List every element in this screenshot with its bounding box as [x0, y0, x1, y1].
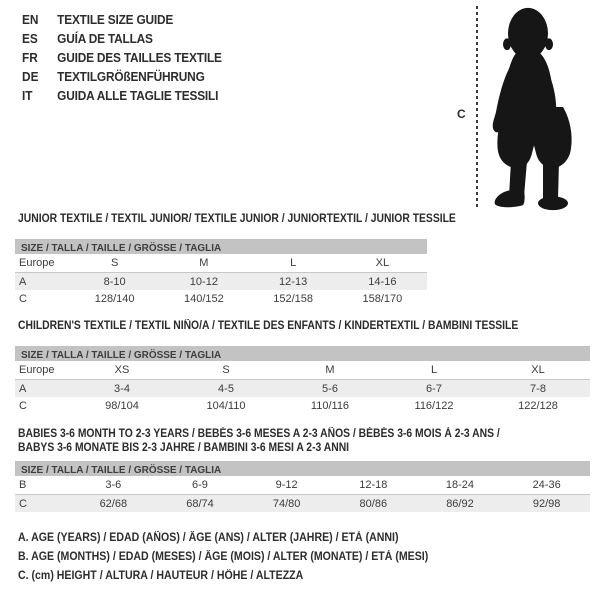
table-row-months — [15, 476, 590, 495]
size-cell: M — [278, 361, 382, 380]
children-section-title: CHILDREN'S TEXTILE / TEXTIL NIÑO/A / TEXTILE DES ENFANTS / KINDERTEXTIL / BAMBINI TESSILE — [18, 320, 519, 332]
language-row-es — [22, 29, 222, 48]
junior-section-title: JUNIOR TEXTILE / TEXTIL JUNIOR/ TEXTILE JUNIOR / JUNIORTEXTIL / JUNIOR TESSILE — [18, 213, 456, 225]
height-reference-line — [476, 6, 478, 207]
language-title: GUÍA DE TALLAS — [57, 31, 153, 46]
section-babies-textile — [15, 427, 590, 512]
height-cell: 122/128 — [518, 399, 558, 412]
table-row-age — [15, 273, 427, 291]
age-cell: 4-5 — [218, 382, 234, 395]
size-header-label: SIZE / TALLA / TAILLE / GRÖSSE / TAGLIA — [21, 242, 222, 254]
junior-size-table — [15, 254, 427, 307]
footnote-height: C. (cm) HEIGHT / ALTURA / HAUTEUR / HÖHE / ALTEZZA — [18, 570, 304, 582]
height-cell: 158/170 — [362, 292, 403, 305]
section-junior-textile — [15, 212, 456, 307]
height-cell: 62/68 — [99, 497, 128, 510]
language-row-en — [22, 10, 222, 29]
height-cell: 104/110 — [206, 399, 246, 412]
language-code: DE — [22, 69, 39, 84]
row-label: C — [19, 497, 27, 510]
section-children-textile — [15, 319, 590, 414]
height-cell: 68/74 — [186, 497, 214, 510]
language-code: FR — [22, 50, 38, 65]
age-cell: 3-4 — [114, 382, 130, 395]
language-code: EN — [22, 12, 39, 27]
age-cell: 5-6 — [322, 382, 338, 395]
language-row-it — [22, 86, 222, 105]
table-row-europe — [15, 254, 427, 273]
height-cell: 116/122 — [414, 399, 454, 412]
height-cell: 74/80 — [272, 497, 301, 510]
babies-size-table — [15, 476, 590, 512]
size-cell: L — [249, 254, 338, 273]
age-cell: 14-16 — [368, 275, 397, 288]
table-row-height — [15, 290, 427, 307]
row-label: Europe — [15, 361, 70, 380]
row-label: A — [19, 382, 27, 395]
age-cell: 8-10 — [103, 275, 126, 288]
months-cell: 3-6 — [70, 476, 157, 495]
row-label: C — [19, 292, 27, 305]
row-label: B — [15, 476, 70, 495]
footnote-age-months: B. AGE (MONTHS) / EDAD (MESES) / ÂGE (MOIS) / ALTER (MONATE) / ETÀ (MESI) — [18, 551, 429, 563]
language-title: TEXTILGRÖßENFÜHRUNG — [57, 69, 205, 84]
footnotes — [18, 529, 464, 586]
size-cell: XS — [70, 361, 174, 380]
table-row-height — [15, 397, 590, 414]
babies-section-title-line1: BABIES 3-6 MONTH TO 2-3 YEARS / BEBÉS 3-6 MESES A 2-3 AÑOS / BÉBÉS 3-6 MOIS À 2-3 ANS / — [18, 428, 500, 440]
height-cell: 128/140 — [94, 292, 135, 305]
size-cell: L — [382, 361, 486, 380]
age-cell: 10-12 — [189, 275, 218, 288]
language-title: GUIDE DES TAILLES TEXTILE — [57, 50, 222, 65]
babies-section-title-line2: BABYS 3-6 MONATE BIS 2-3 JAHRE / BAMBINI 3-6 MESI A 2-3 ANNI — [18, 442, 350, 454]
age-cell: 7-8 — [530, 382, 546, 395]
size-cell: XL — [486, 361, 590, 380]
row-label: Europe — [15, 254, 70, 273]
language-code: IT — [22, 88, 33, 103]
row-label: A — [19, 275, 27, 288]
height-cell: 98/104 — [105, 399, 139, 412]
language-row-fr — [22, 48, 222, 67]
height-cell: 86/92 — [446, 497, 474, 510]
size-header-label: SIZE / TALLA / TAILLE / GRÖSSE / TAGLIA — [21, 349, 222, 361]
age-cell: 6-7 — [426, 382, 442, 395]
height-cell: 140/152 — [183, 292, 224, 305]
size-cell: S — [70, 254, 159, 273]
language-row-de — [22, 67, 222, 86]
row-label: C — [19, 399, 27, 412]
size-cell: S — [174, 361, 278, 380]
size-header-bar — [15, 461, 590, 476]
size-cell: XL — [338, 254, 427, 273]
months-cell: 6-9 — [157, 476, 244, 495]
footnote-age-years: A. AGE (YEARS) / EDAD (AÑOS) / ÂGE (ANS) / ALTER (JAHRE) / ETÀ (ANNI) — [18, 532, 399, 544]
height-cell: 92/98 — [532, 497, 561, 510]
children-size-table — [15, 361, 590, 414]
height-cell: 110/116 — [310, 399, 350, 412]
age-cell: 12-13 — [279, 275, 308, 288]
table-row-height — [15, 495, 590, 513]
size-header-bar — [15, 239, 427, 254]
language-title: TEXTILE SIZE GUIDE — [57, 12, 174, 27]
height-cell: 152/158 — [273, 292, 313, 305]
months-cell: 24-36 — [503, 476, 590, 495]
height-cell: 80/86 — [359, 497, 388, 510]
language-title: GUIDA ALLE TAGLIE TESSILI — [57, 88, 219, 103]
size-header-label: SIZE / TALLA / TAILLE / GRÖSSE / TAGLIA — [21, 464, 222, 476]
table-row-age — [15, 380, 590, 398]
months-cell: 12-18 — [330, 476, 417, 495]
size-cell: M — [159, 254, 248, 273]
size-header-bar — [15, 346, 590, 361]
baby-silhouette-image — [486, 4, 596, 215]
table-row-europe — [15, 361, 590, 380]
height-measure-label: C — [457, 107, 466, 121]
language-code: ES — [22, 31, 38, 46]
language-title-list — [22, 10, 232, 105]
months-cell: 18-24 — [417, 476, 504, 495]
months-cell: 9-12 — [243, 476, 330, 495]
